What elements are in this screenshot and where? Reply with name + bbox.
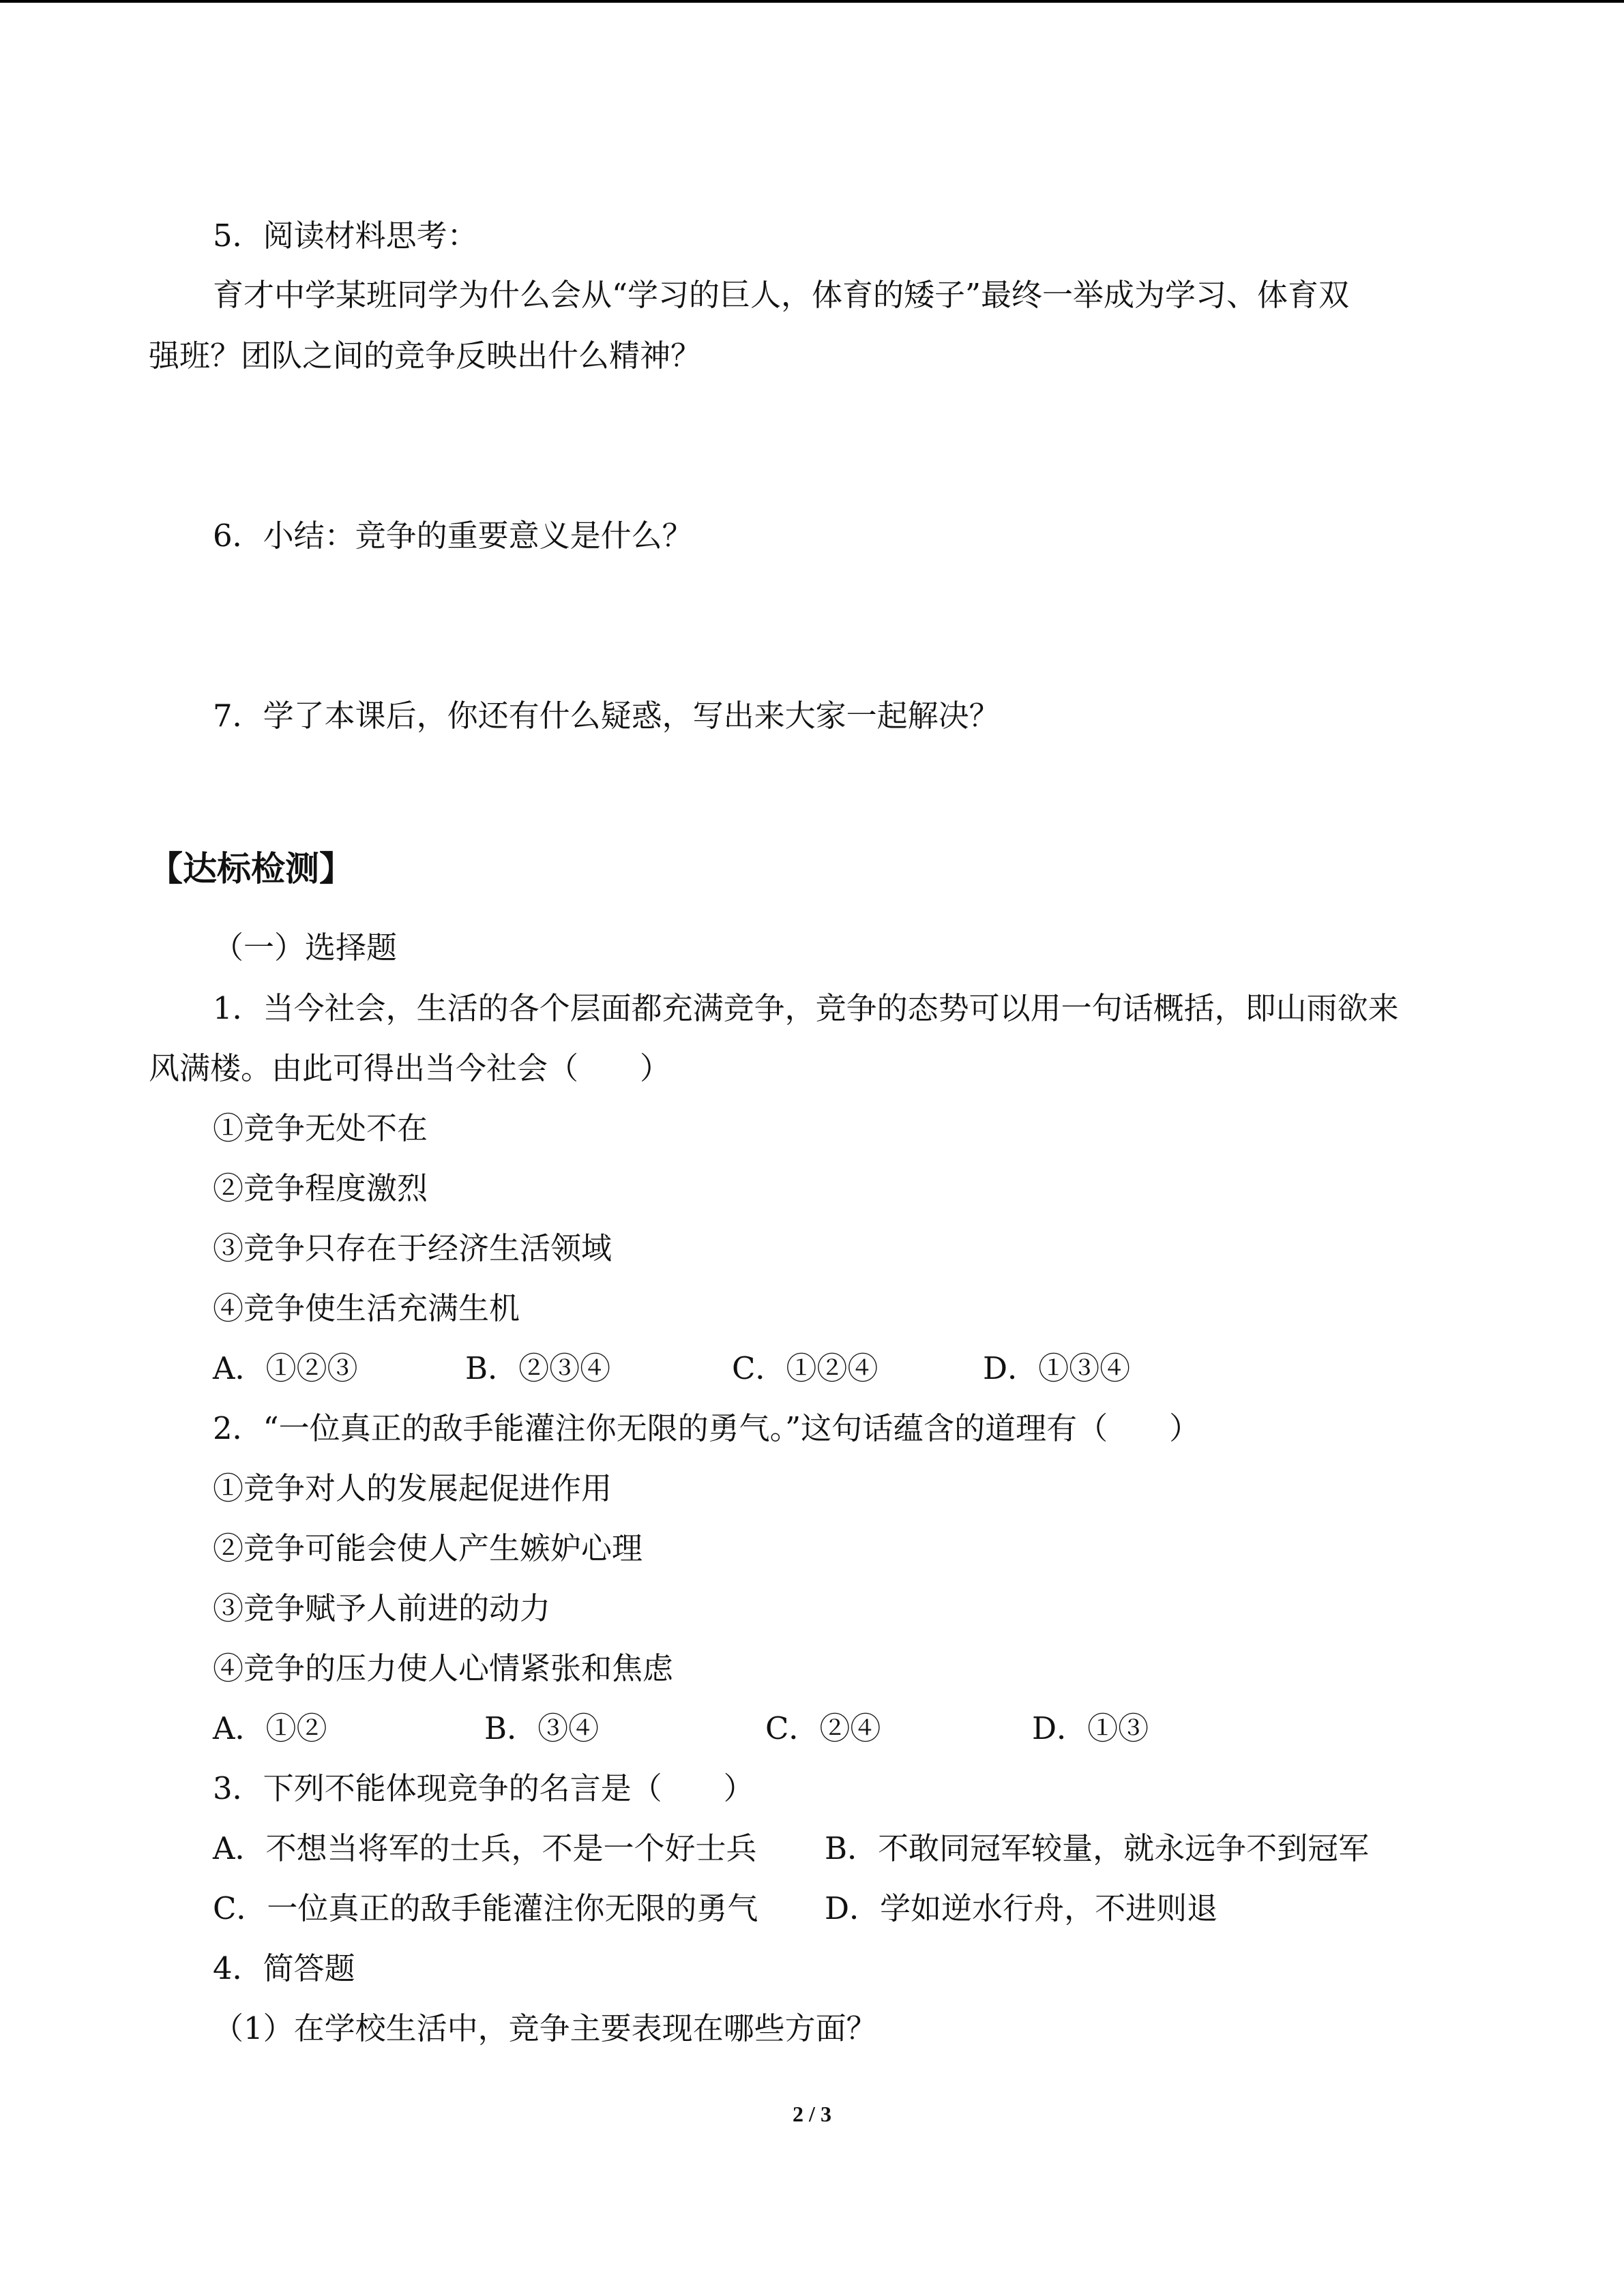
q3-option-c: C．一位真正的敌手能灌注你无限的勇气 <box>213 1890 758 1926</box>
q1-option-a: A．①②③ <box>213 1350 358 1386</box>
page-number: 2 / 3 <box>793 2102 831 2126</box>
q2-item-4: ④竞争的压力使人心情紧张和焦虑 <box>213 1650 674 1686</box>
q3-option-a: A．不想当将军的士兵，不是一个好士兵 <box>213 1830 757 1866</box>
q3-stem: 3．下列不能体现竞争的名言是（ ） <box>213 1770 754 1806</box>
q2-option-a: A．①② <box>213 1710 327 1746</box>
question-5-title: 5．阅读材料思考： <box>213 218 478 254</box>
q2-option-c: C．②④ <box>765 1710 881 1746</box>
q1-stem-line-1: 1．当今社会，生活的各个层面都充满竞争，竞争的态势可以用一句话概括，即山雨欲来 <box>213 990 1399 1026</box>
q3-option-b: B．不敢同冠军较量，就永远争不到冠军 <box>825 1830 1370 1866</box>
question-5-body-line-2: 强班？团队之间的竞争反映出什么精神？ <box>149 338 702 374</box>
q3-option-d: D．学如逆水行舟，不进则退 <box>825 1890 1218 1926</box>
question-5-body-line-1: 育才中学某班同学为什么会从“学习的巨人，体育的矮子”最终一举成为学习、体育双 <box>213 277 1350 313</box>
q2-item-3: ③竞争赋予人前进的动力 <box>213 1590 551 1626</box>
q1-option-c: C．①②④ <box>732 1350 879 1386</box>
section-heading-test: 【达标检测】 <box>149 849 353 889</box>
q4-title: 4．简答题 <box>213 1950 355 1986</box>
q2-item-1: ①竞争对人的发展起促进作用 <box>213 1470 612 1506</box>
q1-item-3: ③竞争只存在于经济生活领域 <box>213 1230 612 1266</box>
q2-item-2: ②竞争可能会使人产生嫉妒心理 <box>213 1530 643 1566</box>
question-7: 7．学了本课后，你还有什么疑惑，写出来大家一起解决？ <box>213 698 1000 734</box>
q2-stem: 2．“一位真正的敌手能灌注你无限的勇气。”这句话蕴含的道理有（ ） <box>213 1410 1200 1446</box>
q1-stem-line-2: 风满楼。由此可得出当今社会（ ） <box>149 1050 671 1086</box>
q4-sub-1: （1）在学校生活中，竞争主要表现在哪些方面？ <box>213 2010 877 2046</box>
q1-item-2: ②竞争程度激烈 <box>213 1170 428 1206</box>
top-border <box>0 0 1624 3</box>
q1-item-4: ④竞争使生活充满生机 <box>213 1290 520 1326</box>
q2-option-b: B．③④ <box>484 1710 600 1746</box>
q1-item-1: ①竞争无处不在 <box>213 1110 428 1146</box>
part-1-title: （一）选择题 <box>213 929 398 966</box>
q1-option-b: B．②③④ <box>465 1350 611 1386</box>
question-6: 6．小结：竞争的重要意义是什么？ <box>213 518 693 554</box>
q1-option-d: D．①③④ <box>983 1350 1131 1386</box>
q2-option-d: D．①③ <box>1032 1710 1149 1746</box>
